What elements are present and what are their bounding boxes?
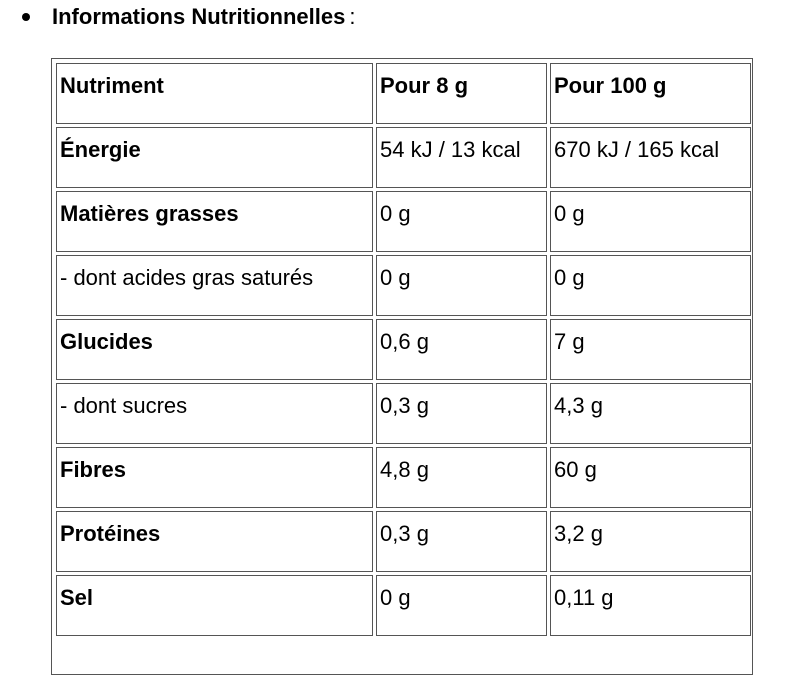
per-8g-cell: [376, 191, 547, 252]
nutrient-name: Fibres: [60, 457, 127, 482]
nutrient-name: Sel: [60, 585, 94, 610]
per-100g-value: 7 g: [554, 329, 585, 354]
nutrient-name: Protéines: [60, 521, 161, 546]
nutrient-cell: [56, 319, 373, 380]
per-8g-cell: [376, 511, 547, 572]
per-100g-value: 60 g: [554, 457, 597, 482]
header-label: Pour 8 g: [380, 73, 469, 98]
per-8g-cell: [376, 319, 547, 380]
table-row: [56, 127, 751, 188]
per-100g-cell: [550, 575, 751, 636]
per-100g-cell: [550, 447, 751, 508]
per-100g-cell: [550, 319, 751, 380]
table-row: [56, 191, 751, 252]
per-8g-value: 0,6 g: [380, 329, 429, 354]
header-label: Pour 100 g: [554, 73, 667, 98]
nutrient-name: - dont acides gras saturés: [60, 265, 314, 290]
header-cell-per-100g: [550, 63, 751, 124]
table-row: [56, 447, 751, 508]
nutrient-cell: [56, 511, 373, 572]
nutrient-cell: [56, 255, 373, 316]
per-8g-value: 0 g: [380, 265, 411, 290]
per-8g-cell: [376, 447, 547, 508]
per-8g-cell: [376, 127, 547, 188]
per-100g-value: 4,3 g: [554, 393, 603, 418]
nutrient-cell: [56, 191, 373, 252]
section-heading: [20, 2, 355, 32]
nutrition-table: [53, 60, 754, 639]
header-cell-per-8g: [376, 63, 547, 124]
per-8g-cell: [376, 255, 547, 316]
per-100g-value: 0 g: [554, 265, 585, 290]
table-row: [56, 255, 751, 316]
nutrient-name: Glucides: [60, 329, 153, 354]
per-100g-cell: [550, 511, 751, 572]
per-100g-cell: [550, 383, 751, 444]
per-100g-cell: [550, 127, 751, 188]
per-8g-cell: [376, 383, 547, 444]
per-8g-value: 0,3 g: [380, 393, 429, 418]
nutrient-cell: [56, 575, 373, 636]
bullet-icon: [22, 13, 30, 21]
section-title: Informations Nutritionnelles: [52, 4, 346, 29]
per-8g-value: 0 g: [380, 585, 411, 610]
per-100g-value: 0,11 g: [554, 585, 614, 610]
per-8g-cell: [376, 575, 547, 636]
nutrient-cell: [56, 383, 373, 444]
table-row: [56, 383, 751, 444]
per-8g-value: 0,3 g: [380, 521, 429, 546]
section-title-colon: :: [349, 4, 356, 29]
per-100g-cell: [550, 255, 751, 316]
per-100g-cell: [550, 191, 751, 252]
nutrient-name: Énergie: [60, 137, 141, 162]
table-header-row: [56, 63, 751, 124]
nutrient-cell: [56, 127, 373, 188]
header-label: Nutriment: [60, 73, 164, 98]
per-100g-value: 670 kJ / 165 kcal: [554, 137, 720, 162]
per-8g-value: 4,8 g: [380, 457, 429, 482]
nutrient-name: - dont sucres: [60, 393, 188, 418]
per-100g-value: 3,2 g: [554, 521, 603, 546]
table-row: [56, 575, 751, 636]
per-8g-value: 54 kJ / 13 kcal: [380, 137, 521, 162]
table-row: [56, 511, 751, 572]
per-100g-value: 0 g: [554, 201, 585, 226]
table-row: [56, 319, 751, 380]
per-8g-value: 0 g: [380, 201, 411, 226]
header-cell-nutrient: [56, 63, 373, 124]
nutrient-cell: [56, 447, 373, 508]
nutrient-name: Matières grasses: [60, 201, 239, 226]
